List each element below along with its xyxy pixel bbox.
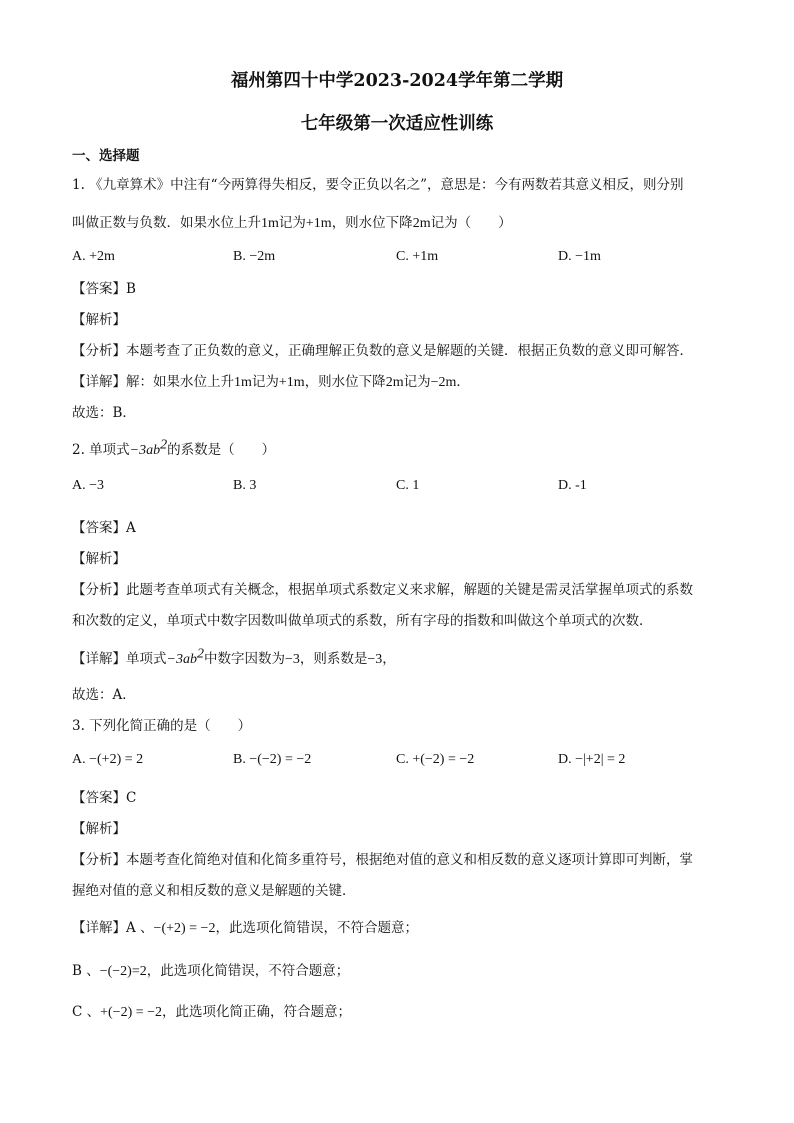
q3-fenxi-line1: 【分析】本题考查化简绝对值和化简多重符号，根据绝对值的意义和相反数的意义逐项计算即可判断，掌 <box>72 852 693 868</box>
q1-fenxi: 【分析】本题考查了正负数的意义，正确理解正负数的意义是解题的关键．根据正负数的意义即可解答． <box>72 343 693 359</box>
section-heading: 一、选择题 <box>72 148 140 164</box>
q2-xiangjie: 【详解】单项式$-3ab^2$中数字因数为−3，则系数是−3， <box>72 646 396 667</box>
q3-stem: 3. 下列化简正确的是（ ） <box>72 718 252 734</box>
q2-option-c: C. 1 <box>396 478 420 493</box>
q2-fenxi-line1: 【分析】此题考查单项式有关概念，根据单项式系数定义来求解，解题的关键是需灵活掌握单项式的系数 <box>72 582 693 598</box>
q3-xiangjie-b: B 、−(−2)=2，此选项化简错误，不符合题意； <box>72 963 350 979</box>
q3-fenxi-line2: 握绝对值的意义和相反数的意义是解题的关键． <box>72 883 356 899</box>
q3-options <box>72 752 712 770</box>
q1-xiangjie: 【详解】解：如果水位上升1m记为+1m，则水位下降2m记为−2m． <box>72 374 470 390</box>
q1-stem-line1: 1. 《九章算术》中注有“今两算得失相反，要令正负以名之”，意思是：今有两数若其意义相反，则分别 <box>72 177 684 193</box>
q1-choose: 故选：B． <box>72 405 136 421</box>
q3-xiangjie-c: C 、+(−2) = −2，此选项化简正确，符合题意； <box>72 1004 352 1020</box>
q2-fenxi-line2: 和次数的定义，单项式中数字因数叫做单项式的系数，所有字母的指数和叫做这个单项式的次数． <box>72 613 653 629</box>
page-subtitle: 七年级第一次适应性训练 <box>300 114 494 134</box>
q1-analysis-label: 【解析】 <box>72 312 126 328</box>
q3-analysis-label: 【解析】 <box>72 821 126 837</box>
q2-option-d: D. -1 <box>558 478 587 493</box>
q3-xiangjie-a: 【详解】A 、−(+2) = −2，此选项化简错误，不符合题意； <box>72 920 418 936</box>
q2-answer: 【答案】A <box>72 520 136 536</box>
q2-option-a: A. −3 <box>72 478 105 493</box>
q2-stem: 2. 单项式$-3ab^2$的系数是（ ） <box>72 437 276 458</box>
q3-option-b: B. −(−2) = −2 <box>233 752 312 767</box>
q1-option-b: B. −2m <box>233 249 276 264</box>
q1-option-d: D. −1m <box>558 249 601 264</box>
q1-option-a: A. +2m <box>72 249 115 264</box>
page-title: 福州第四十中学2023-2024学年第二学期 <box>230 71 564 91</box>
q3-option-c: C. +(−2) = −2 <box>396 752 475 767</box>
q1-options <box>72 249 712 267</box>
q3-option-d: D. −|+2| = 2 <box>558 752 626 767</box>
q1-stem-line2: 叫做正数与负数．如果水位上升1m记为+1m，则水位下降2m记为（ ） <box>72 215 512 231</box>
q1-option-c: C. +1m <box>396 249 439 264</box>
q1-answer: 【答案】B <box>72 281 136 297</box>
q2-options <box>72 478 712 496</box>
q2-analysis-label: 【解析】 <box>72 551 126 567</box>
q3-option-a: A. −(+2) = 2 <box>72 752 144 767</box>
q2-choose: 故选：A． <box>72 687 136 703</box>
q3-answer: 【答案】C <box>72 790 137 806</box>
q2-option-b: B. 3 <box>233 478 257 493</box>
